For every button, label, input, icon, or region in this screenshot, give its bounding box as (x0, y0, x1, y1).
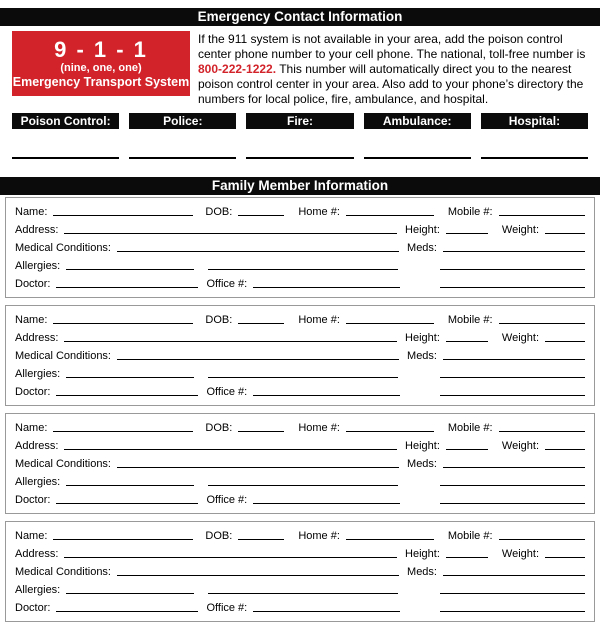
doctor-field[interactable] (56, 611, 198, 612)
address-field[interactable] (64, 449, 397, 450)
address-field[interactable] (64, 233, 397, 234)
medical-conditions-field[interactable] (117, 251, 399, 252)
home-phone-label: Home #: (298, 422, 340, 434)
dob-label: DOB: (205, 206, 233, 218)
emergency-contact-fields-row (0, 156, 600, 159)
meds-field[interactable] (443, 251, 585, 252)
family-member-block (5, 197, 595, 298)
mobile-phone-label: Mobile #: (447, 314, 493, 326)
family-section-title: Family Member Information (0, 177, 600, 195)
doctor-field[interactable] (56, 395, 198, 396)
dob-label: DOB: (205, 422, 233, 434)
height-label: Height: (405, 332, 440, 344)
member-row-allergies (15, 364, 585, 382)
emergency-contact-labels-row (0, 113, 600, 129)
member-row-medical (15, 454, 585, 472)
meds-label: Meds: (407, 350, 437, 362)
medical-conditions-label: Medical Conditions: (15, 458, 111, 470)
member-row-address (15, 220, 585, 238)
home-phone-field[interactable] (346, 323, 434, 324)
weight-label: Weight: (501, 548, 539, 560)
instructions-text-after: This number will automatically direct you to the nearest poison control center in your area. Also add to your phone’s directory the numbers for local police, fire, ambulance, and hospital. (198, 62, 584, 106)
ambulance-label: Ambulance: (364, 113, 471, 129)
dob-field[interactable] (238, 323, 284, 324)
meds-continued-field[interactable] (440, 485, 585, 486)
medical-conditions-field[interactable] (117, 359, 399, 360)
meds-continued-field-2[interactable] (440, 503, 585, 504)
meds-label: Meds: (407, 242, 437, 254)
intro-section (0, 26, 600, 107)
allergies-field[interactable] (66, 485, 194, 486)
office-phone-label: Office #: (206, 602, 248, 614)
name-label: Name: (15, 422, 48, 434)
allergies-continued-field[interactable] (208, 593, 398, 594)
family-member-block (5, 521, 595, 622)
member-row-address (15, 328, 585, 346)
meds-continued-field-2[interactable] (440, 611, 585, 612)
weight-field[interactable] (545, 557, 585, 558)
member-row-doctor (15, 274, 585, 292)
meds-continued-field-2[interactable] (440, 395, 585, 396)
height-label: Height: (405, 548, 440, 560)
meds-field[interactable] (443, 575, 585, 576)
hospital-label: Hospital: (481, 113, 588, 129)
doctor-label: Doctor: (15, 386, 51, 398)
member-row-allergies (15, 580, 585, 598)
ambulance-field[interactable] (364, 156, 471, 159)
name-field[interactable] (53, 215, 193, 216)
family-members-list (5, 197, 595, 622)
member-row-identity (15, 202, 585, 220)
home-phone-field[interactable] (346, 539, 434, 540)
meds-continued-field-2[interactable] (440, 287, 585, 288)
member-row-identity (15, 526, 585, 544)
dob-label: DOB: (205, 314, 233, 326)
name-label: Name: (15, 314, 48, 326)
member-row-doctor (15, 490, 585, 508)
mobile-phone-label: Mobile #: (447, 206, 493, 218)
doctor-label: Doctor: (15, 602, 51, 614)
office-phone-field[interactable] (253, 611, 400, 612)
weight-label: Weight: (501, 332, 539, 344)
mobile-phone-field[interactable] (499, 215, 585, 216)
instructions-text-before: If the 911 system is not available in your area, add the poison control center phone number to your cell phone. The national, toll-free number is (198, 32, 586, 61)
police-label: Police: (129, 113, 236, 129)
address-label: Address: (15, 224, 59, 236)
member-row-medical (15, 562, 585, 580)
page-title: Emergency Contact Information (0, 8, 600, 26)
member-row-address (15, 544, 585, 562)
height-field[interactable] (446, 449, 488, 450)
hospital-field[interactable] (481, 156, 588, 159)
allergies-label: Allergies: (15, 476, 61, 488)
call-911-box (12, 31, 190, 96)
meds-field[interactable] (443, 467, 585, 468)
weight-field[interactable] (545, 341, 585, 342)
medical-conditions-label: Medical Conditions: (15, 242, 111, 254)
home-phone-field[interactable] (346, 431, 434, 432)
address-label: Address: (15, 440, 59, 452)
home-phone-field[interactable] (346, 215, 434, 216)
height-field[interactable] (446, 557, 488, 558)
name-field[interactable] (53, 431, 193, 432)
member-row-allergies (15, 256, 585, 274)
dob-field[interactable] (238, 539, 284, 540)
poison-control-label: Poison Control: (12, 113, 119, 129)
member-row-doctor (15, 382, 585, 400)
member-row-identity (15, 418, 585, 436)
allergies-field[interactable] (66, 593, 194, 594)
dob-field[interactable] (238, 431, 284, 432)
meds-continued-field[interactable] (440, 593, 585, 594)
member-row-medical (15, 238, 585, 256)
meds-field[interactable] (443, 359, 585, 360)
name-field[interactable] (53, 323, 193, 324)
office-phone-field[interactable] (253, 503, 400, 504)
allergies-label: Allergies: (15, 368, 61, 380)
family-member-block (5, 305, 595, 406)
doctor-label: Doctor: (15, 494, 51, 506)
allergies-continued-field[interactable] (208, 485, 398, 486)
doctor-field[interactable] (56, 503, 198, 504)
fire-label: Fire: (246, 113, 353, 129)
medical-conditions-label: Medical Conditions: (15, 350, 111, 362)
name-field[interactable] (53, 539, 193, 540)
weight-field[interactable] (545, 449, 585, 450)
poison-control-instructions (198, 32, 587, 107)
address-field[interactable] (64, 557, 397, 558)
member-row-identity (15, 310, 585, 328)
doctor-label: Doctor: (15, 278, 51, 290)
name-label: Name: (15, 530, 48, 542)
mobile-phone-field[interactable] (499, 539, 585, 540)
office-phone-field[interactable] (253, 395, 400, 396)
member-row-doctor (15, 598, 585, 616)
mobile-phone-label: Mobile #: (447, 530, 493, 542)
height-label: Height: (405, 440, 440, 452)
poison-control-field[interactable] (12, 156, 119, 159)
emergency-number: 9 - 1 - 1 (54, 37, 148, 62)
mobile-phone-field[interactable] (499, 431, 585, 432)
allergies-field[interactable] (66, 269, 194, 270)
poison-control-phone-number: 800-222-1222. (198, 62, 277, 76)
name-label: Name: (15, 206, 48, 218)
home-phone-label: Home #: (298, 314, 340, 326)
family-member-block (5, 413, 595, 514)
height-field[interactable] (446, 341, 488, 342)
mobile-phone-field[interactable] (499, 323, 585, 324)
dob-field[interactable] (238, 215, 284, 216)
weight-label: Weight: (501, 440, 539, 452)
allergies-label: Allergies: (15, 584, 61, 596)
medical-conditions-field[interactable] (117, 575, 399, 576)
home-phone-label: Home #: (298, 530, 340, 542)
height-field[interactable] (446, 233, 488, 234)
weight-field[interactable] (545, 233, 585, 234)
emergency-transport-label: Emergency Transport System (12, 75, 190, 89)
emergency-number-words: (nine, one, one) (60, 62, 142, 74)
address-field[interactable] (64, 341, 397, 342)
member-row-allergies (15, 472, 585, 490)
meds-label: Meds: (407, 458, 437, 470)
weight-label: Weight: (501, 224, 539, 236)
address-label: Address: (15, 548, 59, 560)
height-label: Height: (405, 224, 440, 236)
office-phone-field[interactable] (253, 287, 400, 288)
member-row-address (15, 436, 585, 454)
meds-continued-field[interactable] (440, 377, 585, 378)
home-phone-label: Home #: (298, 206, 340, 218)
office-phone-label: Office #: (206, 278, 248, 290)
member-row-medical (15, 346, 585, 364)
meds-continued-field[interactable] (440, 269, 585, 270)
medical-conditions-label: Medical Conditions: (15, 566, 111, 578)
meds-label: Meds: (407, 566, 437, 578)
allergies-continued-field[interactable] (208, 377, 398, 378)
mobile-phone-label: Mobile #: (447, 422, 493, 434)
dob-label: DOB: (205, 530, 233, 542)
doctor-field[interactable] (56, 287, 198, 288)
address-label: Address: (15, 332, 59, 344)
allergies-continued-field[interactable] (208, 269, 398, 270)
allergies-label: Allergies: (15, 260, 61, 272)
fire-field[interactable] (246, 156, 353, 159)
police-field[interactable] (129, 156, 236, 159)
office-phone-label: Office #: (206, 494, 248, 506)
allergies-field[interactable] (66, 377, 194, 378)
medical-conditions-field[interactable] (117, 467, 399, 468)
office-phone-label: Office #: (206, 386, 248, 398)
